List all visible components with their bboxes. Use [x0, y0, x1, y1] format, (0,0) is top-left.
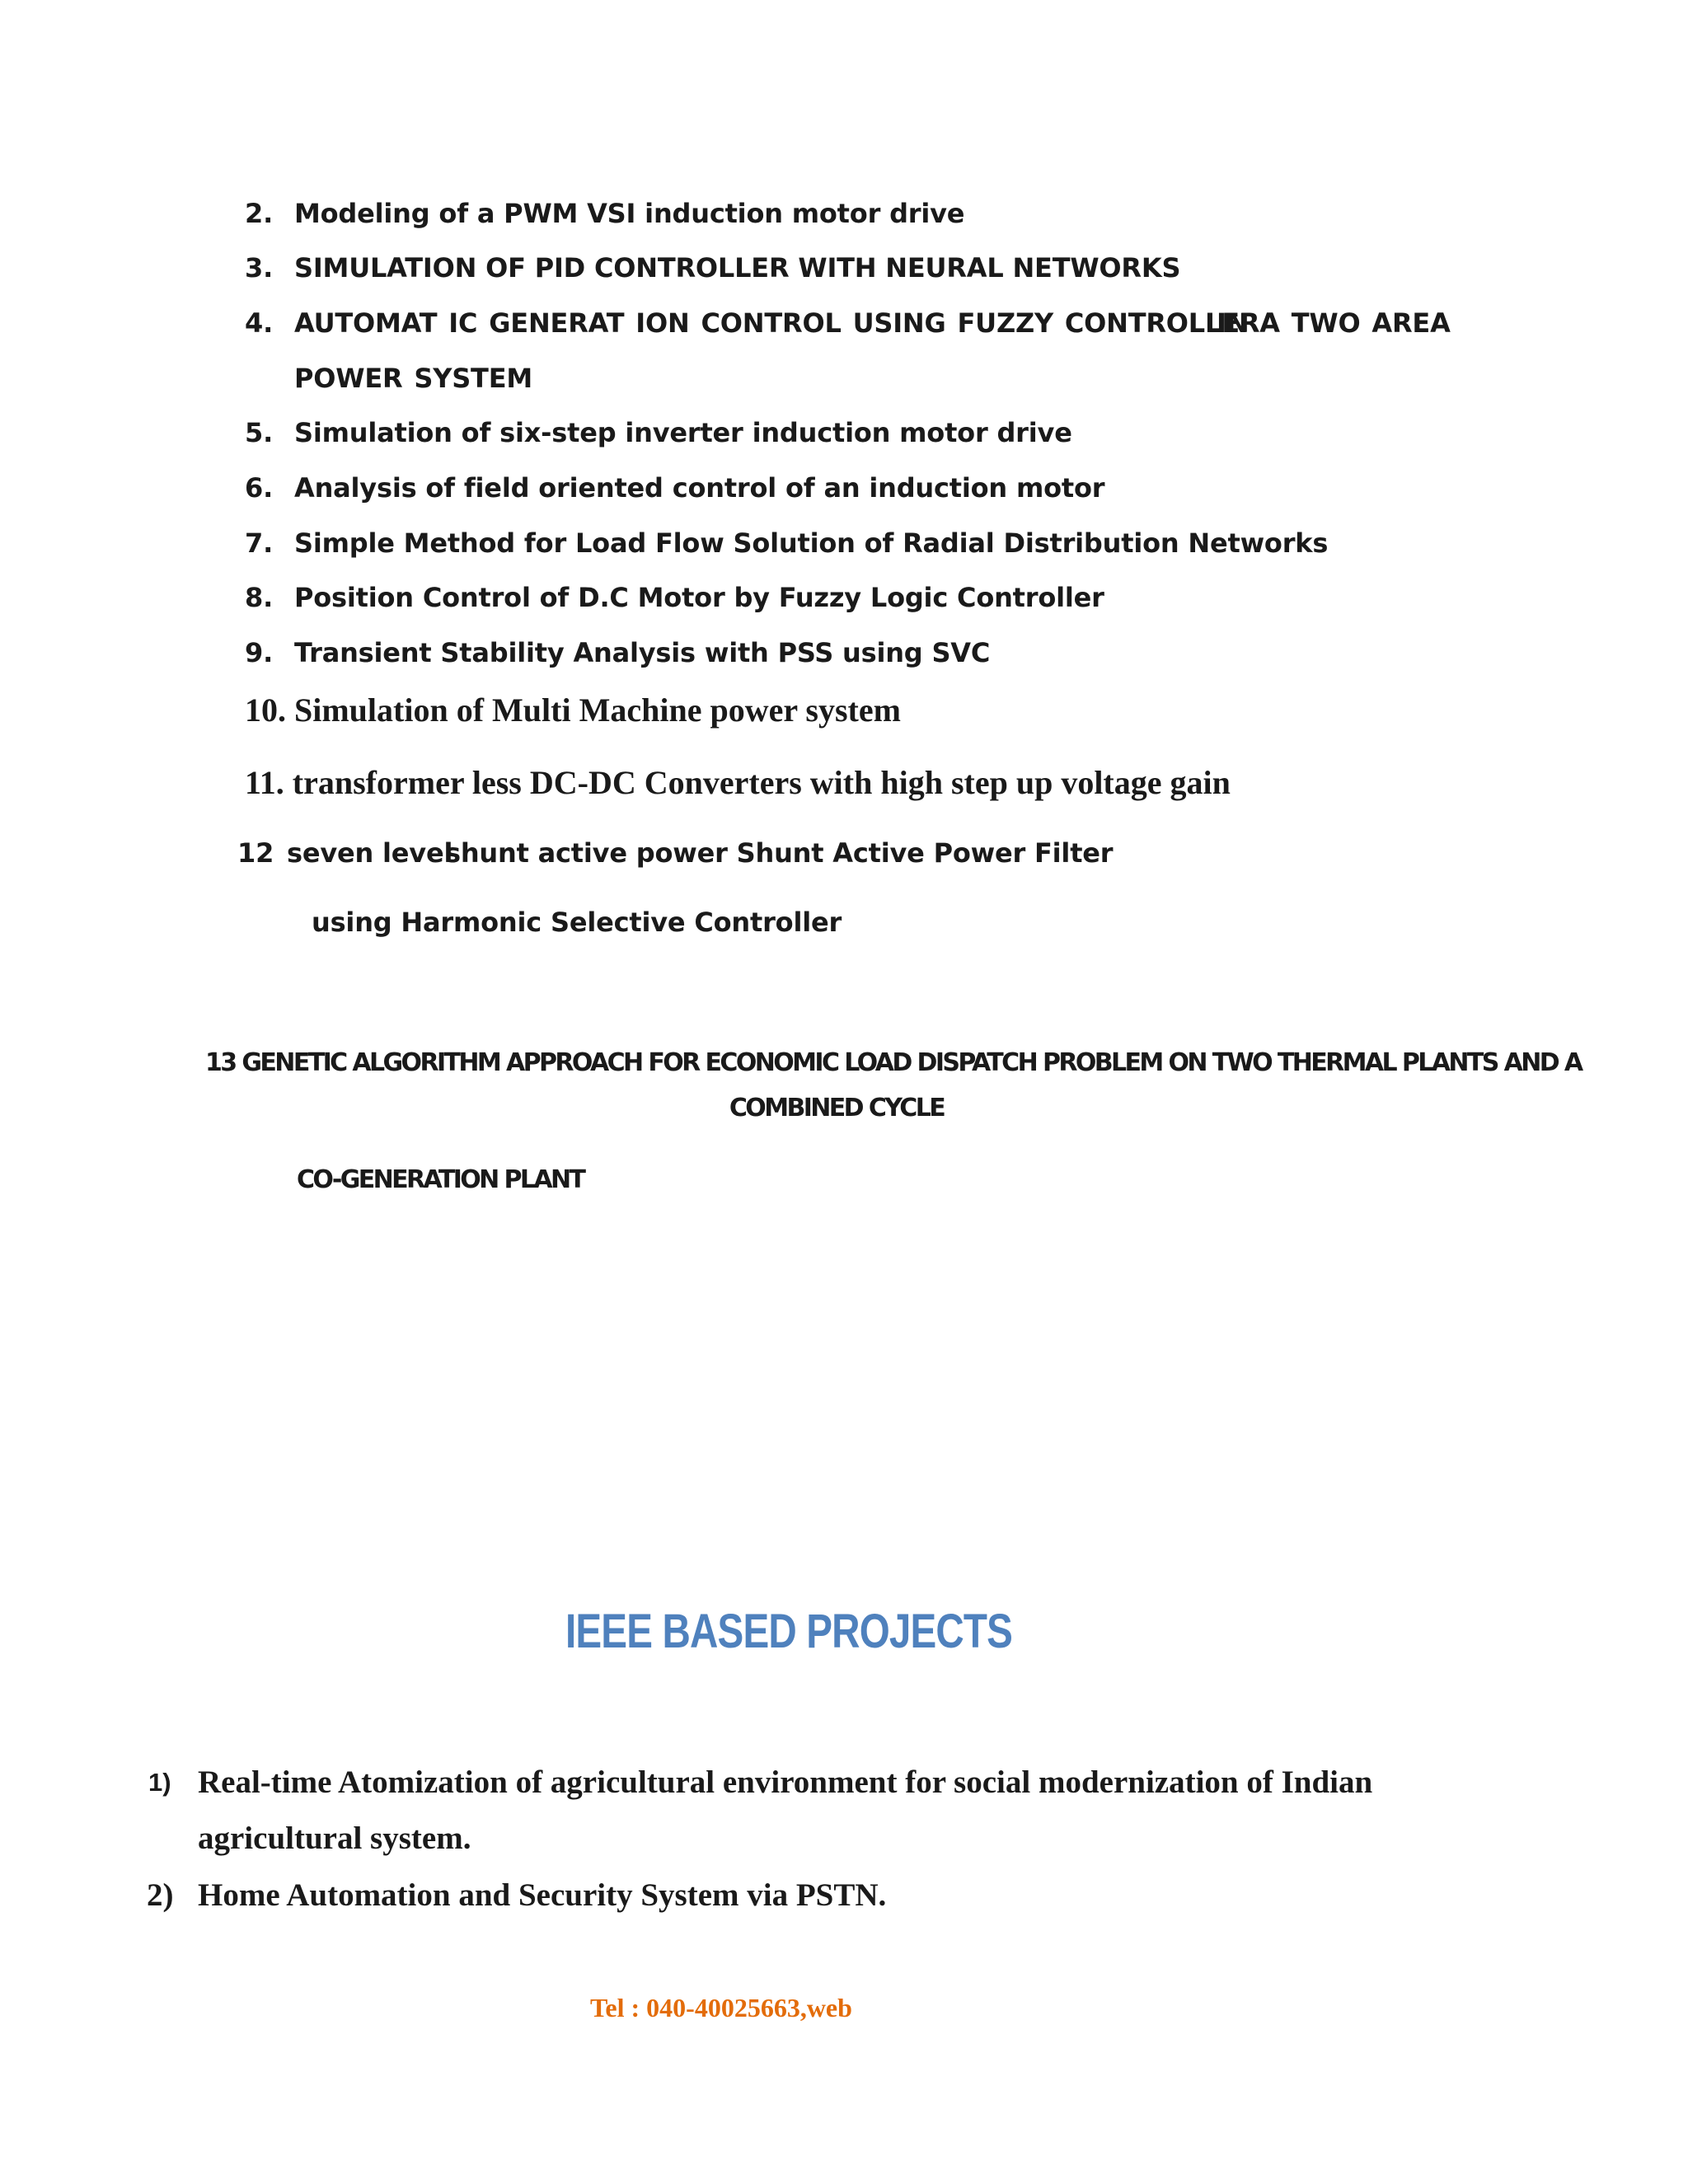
item-text: Modeling of a PWM VSI induction motor drive	[294, 198, 965, 229]
item-text: Simulation of Multi Machine power system	[294, 691, 901, 729]
ieee-item-2-text: Home Automation and Security System via PSTN.	[198, 1877, 887, 1913]
item-12-line2: using Harmonic Selective Controller	[312, 907, 842, 938]
ieee-item-1-line2: agricultural system.	[198, 1821, 471, 1856]
item-number: 10.	[245, 691, 286, 729]
item-text: Transient Stability Analysis with PSS using SVC	[294, 637, 991, 668]
list-item-12	[237, 837, 274, 869]
item-number: 8.	[245, 582, 274, 613]
ieee-item-1-text: Real-time Atomization of agricultural environment for social modernization of Indian	[198, 1765, 1373, 1800]
item-12-text-b: shunt active power Shunt Active Power Filter	[445, 837, 1114, 869]
item-number: 6.	[245, 472, 274, 504]
item-number: 3.	[245, 252, 274, 284]
item-13-line2: COMBINED CYCLE	[729, 1094, 945, 1122]
item-number: 4.	[245, 307, 274, 339]
footer-contact: Tel : 040-40025663,web	[590, 1993, 852, 2022]
item-13-line1: 13 GENETIC ALGORITHM APPROACH FOR ECONOMIC LOAD DISPATCH PROBLEM ON TWO THERMAL PLANTS AND A	[205, 1048, 1582, 1077]
list-item-11	[245, 763, 1231, 802]
item-text: transformer less DC-DC Converters with high step up voltage gain	[292, 764, 1231, 801]
item-number: 2.	[245, 198, 274, 229]
item-number: 12	[237, 837, 274, 869]
item-text: Simple Method for Load Flow Solution of Radial Distribution Networks	[294, 527, 1329, 559]
item-4-text-line2: POWER SYSTEM	[294, 363, 532, 394]
item-text: Position Control of D.C Motor by Fuzzy Logic Controller	[294, 582, 1104, 613]
item-12-text-a: seven level	[287, 837, 453, 869]
section-heading: IEEE BASED PROJECTS	[565, 1605, 1013, 1658]
item-4-text-tail: IN A TWO AREA	[1217, 307, 1451, 339]
ieee-item-1-number: 1)	[148, 1768, 171, 1797]
item-text: Analysis of field oriented control of an induction motor	[294, 472, 1105, 504]
item-number: 9.	[245, 637, 274, 668]
ieee-item-2-number: 2)	[147, 1877, 174, 1913]
item-number: 5.	[245, 417, 274, 448]
item-number: 7.	[245, 527, 274, 559]
item-text: AUTOMAT IC GENERAT ION CONTROL USING FUZZY CONTROLLER	[294, 307, 1260, 339]
item-number: 11.	[245, 764, 284, 801]
list-item-10	[245, 691, 901, 729]
item-text: Simulation of six-step inverter induction motor drive	[294, 417, 1072, 448]
item-13-line3: CO-GENERATION PLANT	[297, 1165, 584, 1194]
item-text: SIMULATION OF PID CONTROLLER WITH NEURAL NETWORKS	[294, 252, 1181, 284]
